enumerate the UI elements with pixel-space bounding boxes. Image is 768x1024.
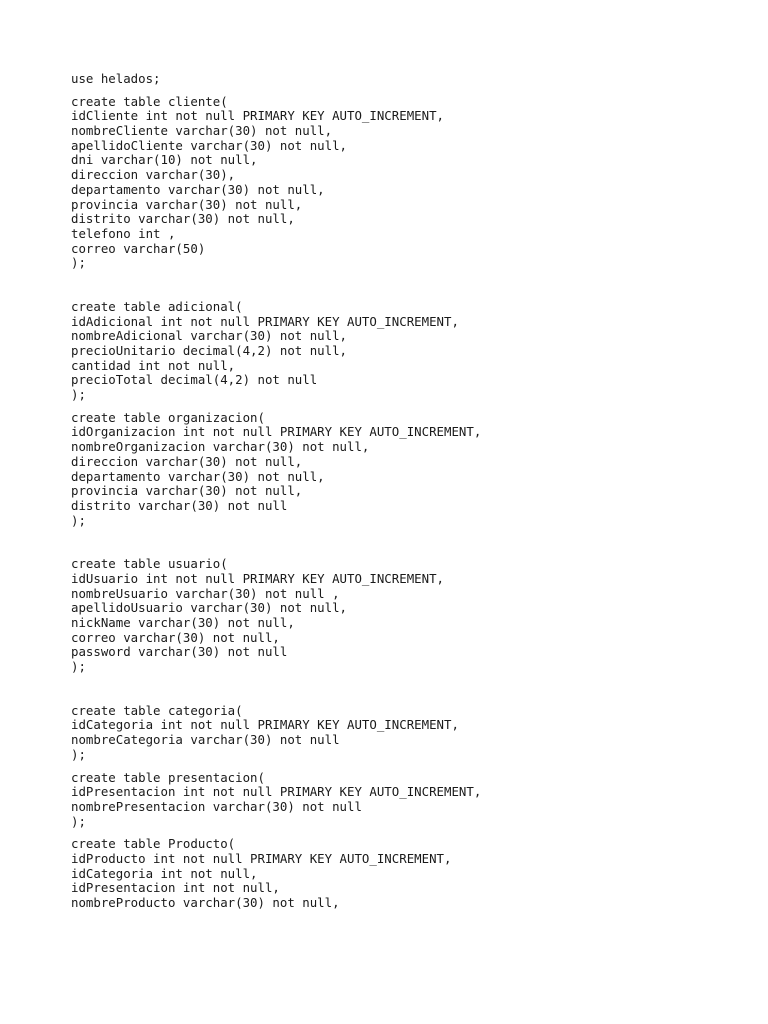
code-line: nombreCliente varchar(30) not null, xyxy=(71,123,333,139)
code-line: departamento varchar(30) not null, xyxy=(71,181,325,197)
code-line: correo varchar(30) not null, xyxy=(71,629,280,645)
code-line: precioUnitario decimal(4,2) not null, xyxy=(71,343,348,358)
code-line: provincia varchar(30) not null, xyxy=(71,483,303,499)
code-line: nickName varchar(30) not null, xyxy=(71,615,295,630)
code-line: idPresentacion int not null PRIMARY KEY AUTO_INCREMENT, xyxy=(71,784,482,800)
code-line: apellidoCliente varchar(30) not null, xyxy=(71,137,348,153)
sql-statement xyxy=(71,771,751,830)
code-line: nombrePresentacion varchar(30) not null xyxy=(71,798,362,814)
code-line: nombreProducto varchar(30) not null, xyxy=(71,895,340,910)
code-line: provincia varchar(30) not null, xyxy=(71,196,303,212)
code-line: create table usuario( xyxy=(71,556,228,572)
code-line: idUsuario int not null PRIMARY KEY AUTO_INCREMENT, xyxy=(71,570,444,586)
code-line: idProducto int not null PRIMARY KEY AUTO_INCREMENT, xyxy=(71,850,452,866)
code-line: create table organizacion( xyxy=(71,409,265,425)
sql-statement xyxy=(71,704,751,763)
sql-statement xyxy=(71,95,751,271)
blank-line xyxy=(71,675,751,704)
sql-statement xyxy=(71,557,751,675)
code-line: telefono int , xyxy=(71,225,176,241)
code-line: ); xyxy=(71,659,86,675)
sql-statement xyxy=(71,411,751,529)
sql-statement xyxy=(71,72,751,87)
code-line: ); xyxy=(71,255,86,271)
code-line: ); xyxy=(71,387,86,403)
code-line: distrito varchar(30) not null xyxy=(71,497,288,513)
code-line: create table adicional( xyxy=(71,298,243,314)
code-line: idAdicional int not null PRIMARY KEY AUTO_INCREMENT, xyxy=(71,313,459,329)
code-line: idCategoria int not null PRIMARY KEY AUTO_INCREMENT, xyxy=(71,717,459,733)
code-line: idPresentacion int not null, xyxy=(71,880,280,896)
code-line: nombreAdicional varchar(30) not null, xyxy=(71,328,348,344)
code-line: ); xyxy=(71,512,86,528)
sql-statement xyxy=(71,300,751,403)
code-line: nombreOrganizacion varchar(30) not null, xyxy=(71,439,370,455)
code-line: apellidoUsuario varchar(30) not null, xyxy=(71,600,348,616)
code-line: idCliente int not null PRIMARY KEY AUTO_INCREMENT, xyxy=(71,108,444,124)
code-line: nombreUsuario varchar(30) not null , xyxy=(71,585,340,601)
code-line: use helados; xyxy=(71,71,161,86)
code-line: cantidad int not null, xyxy=(71,357,236,373)
code-line: dni varchar(10) not null, xyxy=(71,152,258,168)
code-line: ); xyxy=(71,813,86,829)
code-line: correo varchar(50) xyxy=(71,240,206,256)
blank-line xyxy=(71,528,751,557)
code-line: distrito varchar(30) not null, xyxy=(71,211,295,227)
code-line: departamento varchar(30) not null, xyxy=(71,468,325,484)
code-line: create table presentacion( xyxy=(71,769,265,785)
sql-code-block xyxy=(71,72,751,911)
code-line: direccion varchar(30) not null, xyxy=(71,453,303,469)
blank-line xyxy=(71,271,751,300)
code-line: idOrganizacion int not null PRIMARY KEY AUTO_INCREMENT, xyxy=(71,424,482,440)
code-line: password varchar(30) not null xyxy=(71,644,288,660)
code-line: nombreCategoria varchar(30) not null xyxy=(71,732,340,748)
code-line: precioTotal decimal(4,2) not null xyxy=(71,372,318,388)
code-line: create table categoria( xyxy=(71,702,243,718)
code-line: direccion varchar(30), xyxy=(71,167,236,183)
code-line: create table Producto( xyxy=(71,836,236,852)
code-line: idCategoria int not null, xyxy=(71,865,258,881)
sql-statement xyxy=(71,837,751,910)
code-line: create table cliente( xyxy=(71,93,228,109)
code-line: ); xyxy=(71,746,86,762)
